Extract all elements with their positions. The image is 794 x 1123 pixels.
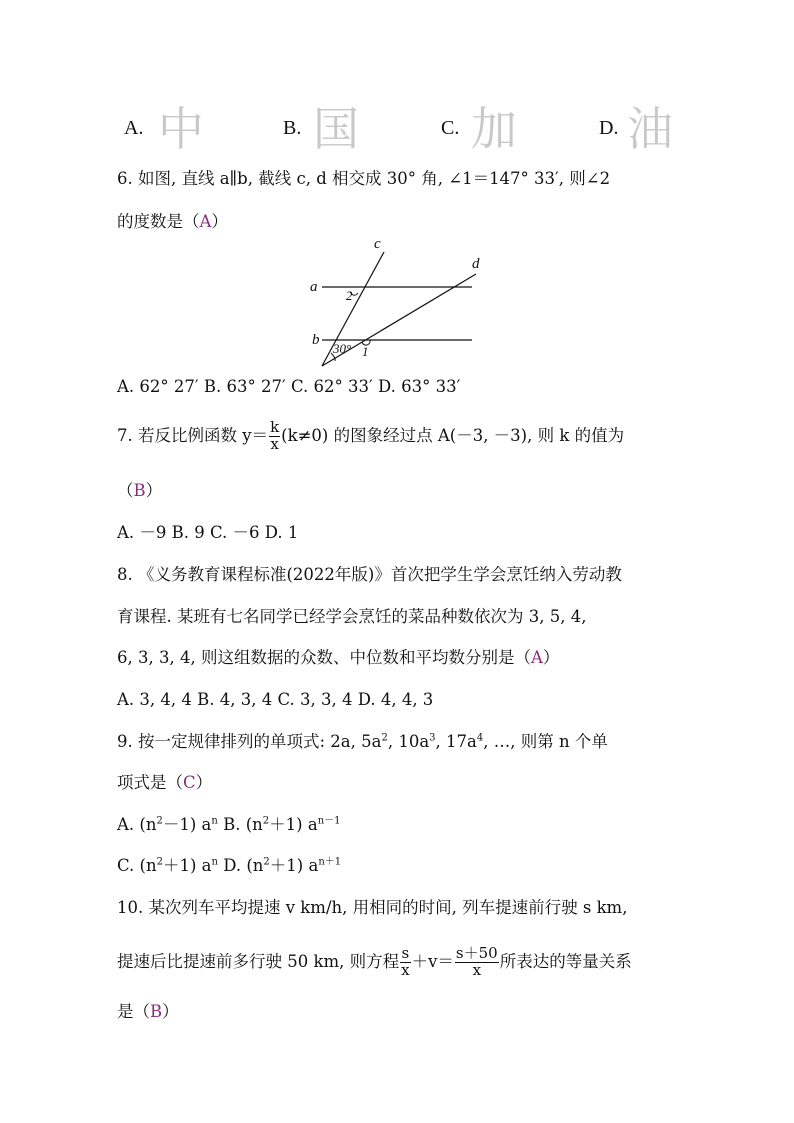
q10-f2-den: x [472, 960, 482, 979]
q5-option-d-char: 油 [627, 102, 673, 156]
q9-line-2 [117, 775, 212, 792]
q9-opt-a-mid: －1) a [162, 815, 212, 834]
q9-stem-start: 9. 按一定规律排列的单项式: 2a, 5a [117, 732, 382, 751]
label-c: c [374, 236, 381, 252]
q9-stem-last: 项式是（ [117, 773, 183, 792]
q9-opt-b-sq: 2 [262, 815, 270, 827]
line-c [322, 252, 384, 366]
q9-opt-d: D. (n [217, 856, 264, 875]
q5-option-d-letter: D. [599, 117, 619, 139]
q9-opt-b-mid: ＋1) a [269, 815, 318, 834]
q7-fraction [269, 420, 280, 453]
q10-stem-end: 所表达的等量关系 [499, 951, 632, 971]
q8-paren-close: ） [542, 648, 560, 667]
q9-opt-c-exp: n [211, 856, 218, 868]
q9-opt-c: C. (n [117, 856, 157, 875]
label-angle-2: 2 [346, 288, 353, 303]
q9-opt-a-sq: 2 [156, 815, 163, 827]
q8-line-3 [117, 650, 559, 667]
q8-line-1: 8. 《义务教育课程标准(2022年版)》首次把学生学会烹饪纳入劳动教 [117, 565, 622, 584]
q9-opt-c-mid: ＋1) a [162, 856, 212, 875]
q9-opt-a-exp: n [211, 815, 218, 827]
q5-option-a-letter: A. [124, 117, 144, 139]
q9-opt-b-exp: n－1 [317, 815, 341, 827]
q9-opt-c-sq: 2 [156, 856, 163, 868]
q8-options: A. 3, 4, 4 B. 4, 3, 4 C. 3, 3, 4 D. 4, 4, 3 [117, 690, 434, 709]
q9-exp-4: 4 [476, 732, 484, 744]
q9-opt-d-exp: n＋1 [318, 856, 342, 868]
q6-line-2 [117, 214, 228, 231]
q8-stem-end: 6, 3, 3, 4, 则这组数据的众数、中位数和平均数分别是（ [117, 648, 531, 667]
q6-figure [300, 232, 500, 374]
q6-paren-close: ） [211, 212, 228, 231]
q9-exp-3: 3 [429, 732, 436, 744]
q10-line-2 [117, 946, 632, 979]
label-angle-1: 1 [362, 344, 369, 359]
q10-f2-num: s＋50 [455, 944, 498, 962]
q9-opt-d-sq: 2 [263, 856, 270, 868]
q7-frac-den: x [270, 434, 279, 453]
q5-option-b-letter: B. [283, 117, 302, 139]
q10-f1-den: x [401, 960, 410, 979]
q6-stem-end: 的度数是（ [117, 212, 200, 231]
q5-option-c-char: 加 [471, 102, 517, 156]
q7-paren-open: （ [117, 481, 134, 500]
q10-answer: B [150, 1002, 163, 1021]
q9-term-4: , 17a [435, 732, 477, 751]
q9-options-ab [117, 817, 341, 834]
q10-line-1: 10. 某次列车平均提速 v km/h, 用相同的时间, 列车提速前行驶 s km, [117, 898, 628, 917]
q5-option-c-letter: C. [441, 117, 460, 139]
q9-stem-end: , …, 则第 n 个单 [483, 732, 608, 751]
label-b: b [312, 332, 320, 348]
q10-stem-last: 是（ [117, 1002, 150, 1021]
q10-stem-mid: 提速后比提速前多行驶 50 km, 则方程 [117, 951, 400, 971]
q7-frac-num: k [270, 418, 280, 436]
q7-stem-end: (k≠0) 的图象经过点 A(－3, －3), 则 k 的值为 [281, 425, 625, 445]
q9-opt-b: B. (n [217, 815, 263, 834]
q7-stem-start: 7. 若反比例函数 y＝ [117, 425, 269, 445]
q8-line-2: 育课程. 某班有七名同学已经学会烹饪的菜品种数依次为 3, 5, 4, [117, 607, 587, 626]
label-a: a [310, 279, 318, 295]
q7-line-1 [117, 420, 624, 453]
q7-paren-close: ） [145, 481, 163, 500]
label-angle-30: 30° [333, 341, 352, 356]
q10-paren-close: ） [162, 1002, 179, 1021]
label-d: d [472, 256, 480, 272]
q10-f1-num: s [401, 944, 410, 962]
q7-options: A. －9 B. 9 C. －6 D. 1 [117, 523, 299, 542]
q9-exp-2: 2 [381, 732, 388, 744]
q9-term-3: , 10a [387, 732, 430, 751]
q10-fraction-1 [400, 946, 410, 979]
q9-opt-a: A. (n [117, 815, 157, 834]
q5-option-a-char: 中 [158, 102, 204, 156]
q5-option-b-char: 国 [313, 102, 359, 156]
q7-line-2 [117, 483, 162, 500]
q9-opt-d-mid: ＋1) a [269, 856, 319, 875]
q9-options-cd [117, 858, 341, 875]
q7-answer: B [133, 481, 146, 500]
q9-line-1 [117, 734, 608, 751]
q10-line-3 [117, 1004, 179, 1021]
q9-paren-close: ） [195, 773, 213, 792]
q6-line-1: 6. 如图, 直线 a∥b, 截线 c, d 相交成 30° 角, ∠1＝147° 33′, 则∠2 [117, 169, 611, 188]
q8-answer: A [530, 648, 543, 667]
q10-equals: ＋v＝ [411, 951, 454, 971]
q6-options: A. 62° 27′ B. 63° 27′ C. 62° 33′ D. 63° 33′ [117, 377, 461, 396]
q6-answer: A [199, 212, 212, 231]
q10-fraction-2 [455, 946, 499, 979]
q9-answer: C [183, 773, 196, 792]
